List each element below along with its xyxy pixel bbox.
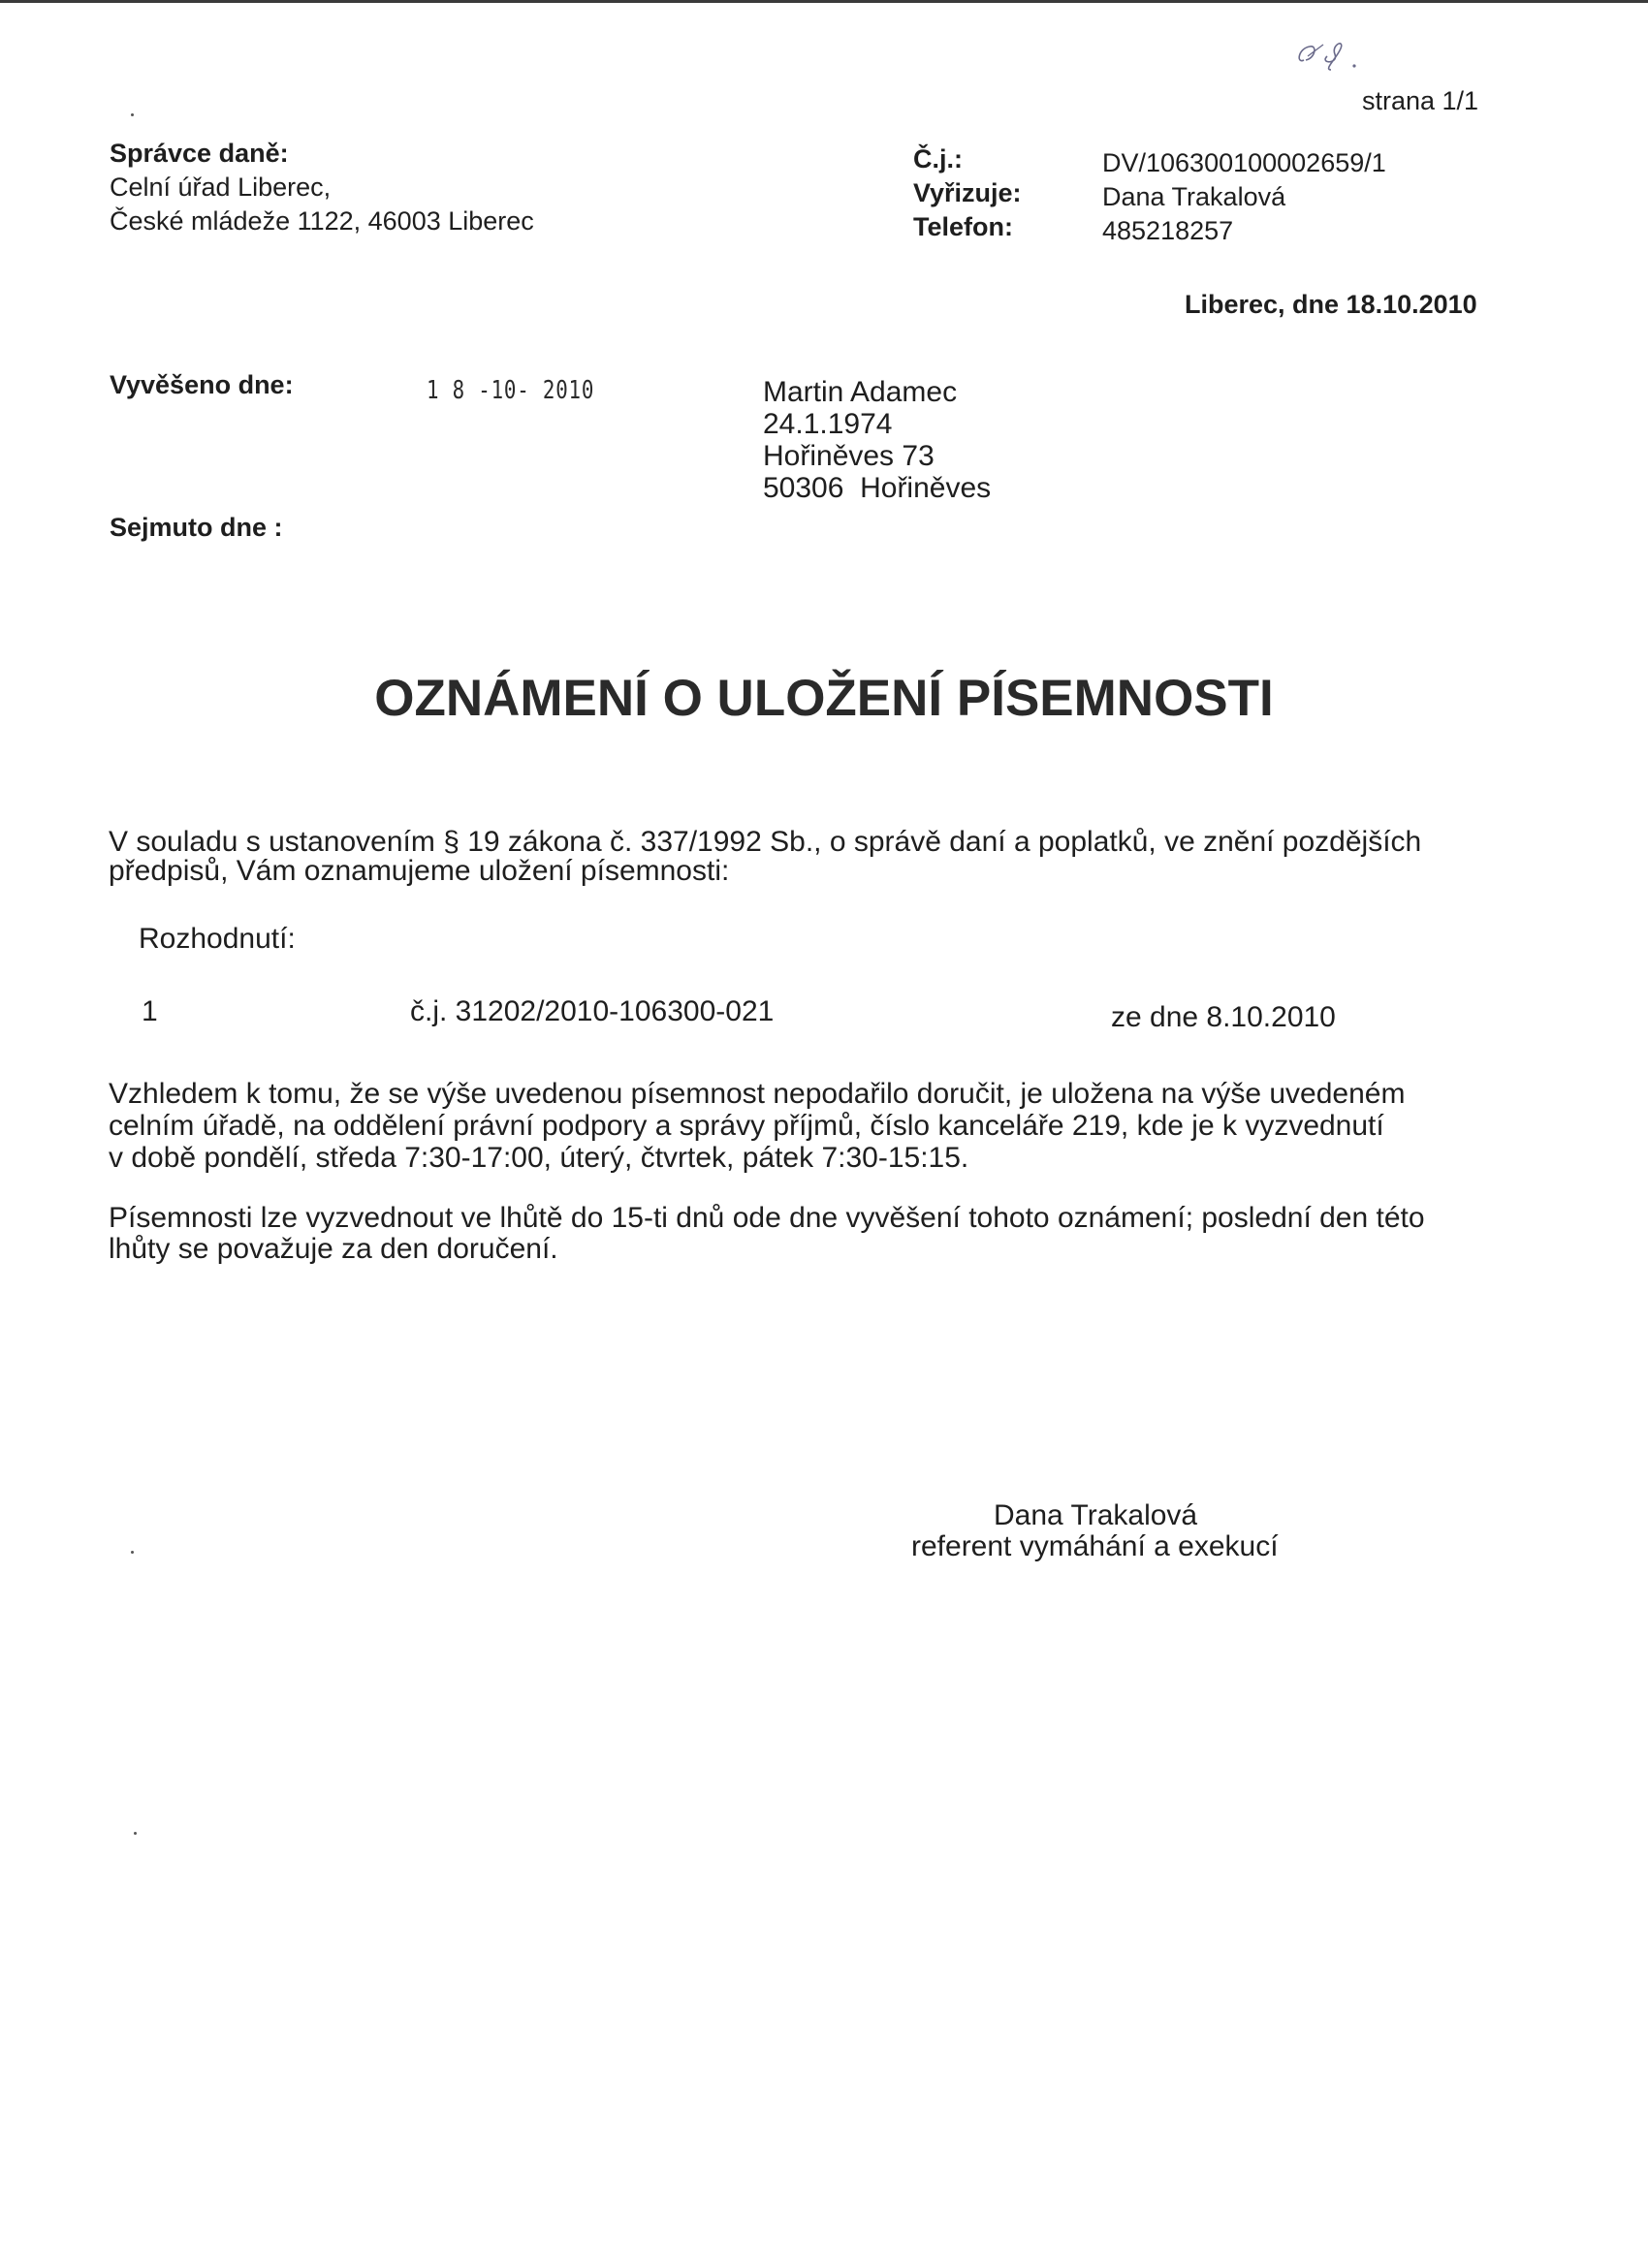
phone-label: Telefon:	[913, 212, 1013, 241]
scan-speck	[131, 113, 134, 116]
place-and-date: Liberec, dne 18.10.2010	[1185, 290, 1477, 319]
signatory-name: Dana Trakalová	[994, 1499, 1198, 1531]
tax-authority-name: Celní úřad Liberec,	[110, 173, 332, 202]
posted-date-stamp: 1 8 -10- 2010	[427, 376, 595, 405]
reference-value: DV/106300100002659/1	[1102, 148, 1386, 177]
phone-value: 485218257	[1102, 216, 1234, 245]
document-item-date: ze dne 8.10.2010	[1111, 1001, 1336, 1033]
paragraph-2-line-1: Vzhledem k tomu, že se výše uvedenou písemnost nepodařilo doručit, je uložena na výše uvedeném	[109, 1078, 1406, 1110]
intro-line-2: předpisů, Vám oznamujeme uložení písemnosti:	[109, 855, 730, 887]
scan-speck	[131, 1551, 134, 1554]
page-number: strana 1/1	[1362, 86, 1479, 115]
recipient-city: 50306 Hořiněves	[763, 472, 992, 504]
paragraph-3-line-1: Písemnosti lze vyzvednout ve lhůtě do 15-ti dnů ode dne vyvěšení tohoto oznámení; poslední den této	[109, 1202, 1425, 1234]
paragraph-2-line-3: v době pondělí, středa 7:30-17:00, úterý, čtvrtek, pátek 7:30-15:15.	[109, 1142, 969, 1174]
tax-authority-address: České mládeže 1122, 46003 Liberec	[110, 206, 534, 236]
handler-label: Vyřizuje:	[913, 178, 1022, 207]
scan-top-edge	[0, 0, 1648, 3]
paragraph-3-line-2: lhůty se považuje za den doručení.	[109, 1233, 558, 1265]
posted-date-label: Vyvěšeno dne:	[110, 370, 294, 399]
document-item-reference: č.j. 31202/2010-106300-021	[410, 995, 775, 1027]
handwritten-mark-drawing	[1294, 35, 1362, 72]
tax-authority-label: Správce daně:	[110, 139, 289, 168]
document-type: Rozhodnutí:	[139, 923, 296, 955]
recipient-name: Martin Adamec	[763, 376, 958, 408]
removed-date-label: Sejmuto dne :	[110, 513, 283, 542]
recipient-birth-date: 24.1.1974	[763, 408, 893, 440]
signatory-position: referent vymáhání a exekucí	[911, 1530, 1279, 1562]
document-item-number: 1	[142, 995, 158, 1027]
scan-speck	[134, 1832, 137, 1835]
handler-value: Dana Trakalová	[1102, 182, 1286, 211]
document-title: OZNÁMENÍ O ULOŽENÍ PÍSEMNOSTI	[374, 670, 1274, 727]
paragraph-2-line-2: celním úřadě, na oddělení právní podpory a správy příjmů, číslo kanceláře 219, kde je k vyzvednutí	[109, 1110, 1384, 1142]
intro-line-1: V souladu s ustanovením § 19 zákona č. 337/1992 Sb., o správě daní a poplatků, ve znění pozdějších	[109, 826, 1422, 858]
reference-label: Č.j.:	[913, 144, 963, 173]
recipient-street: Hořiněves 73	[763, 440, 935, 472]
